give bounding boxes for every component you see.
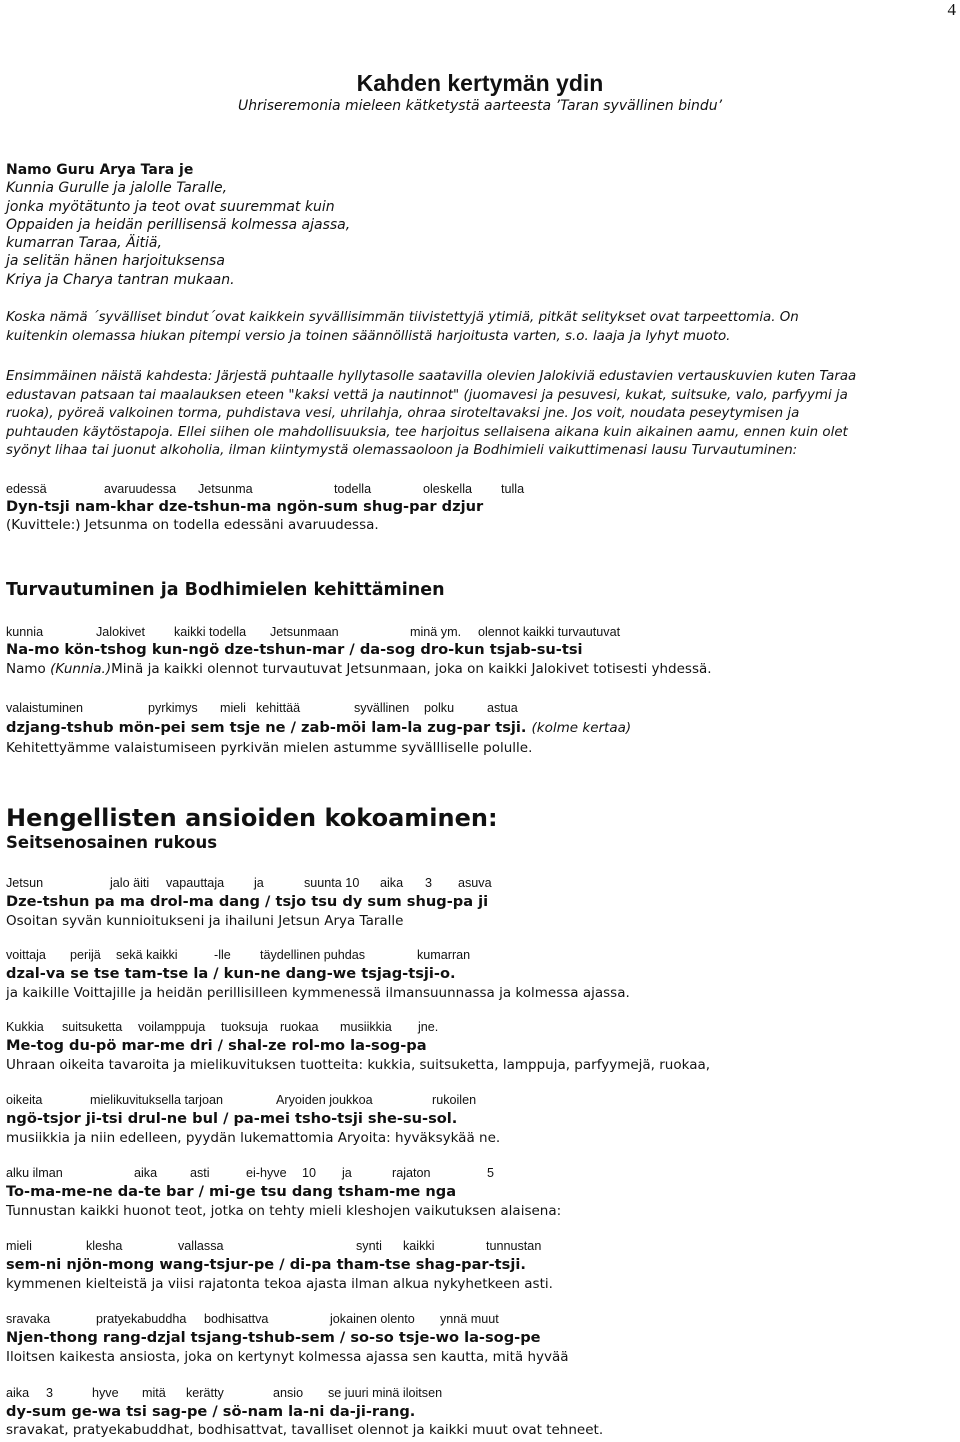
gloss-word: ja	[342, 1166, 352, 1180]
paragraph-line: puhtauden käytöstapoja. Ellei siihen ole mahdollisuuksia, tee harjoitus sellaisena aikana kuin aikainen aamu, ennen kuin olet	[6, 424, 848, 440]
paragraph-line: edustavan patsaan tai maalauksen eteen "kaksi vettä ja nautinnot" (juomavesi ja pesuvesi, kukat, suitsuke, valo, parfyymi ja	[6, 387, 848, 403]
gloss-word: -lle	[214, 948, 231, 962]
gloss-word: syvällinen	[354, 701, 410, 715]
gloss-word: tunnustan	[486, 1239, 542, 1253]
gloss-word: astua	[487, 701, 518, 715]
gloss-word: tuoksuja	[221, 1020, 268, 1034]
document-subtitle: Uhriseremonia mieleen kätketystä aarteesta ’Taran syvällinen bindu’	[237, 98, 723, 114]
gloss-word: tulla	[501, 482, 525, 496]
gloss-word: todella	[334, 482, 372, 496]
gloss-word: täydellinen puhdas	[260, 948, 366, 962]
gloss-word: jalo äiti	[110, 876, 150, 890]
gloss-word: synti	[356, 1239, 382, 1253]
tibetan-line: ngö-tsjor ji-tsi drul-ne bul / pa-mei tsho-tsji she-su-sol.	[6, 1110, 458, 1127]
translation-line: Iloitsen kaikesta ansiosta, joka on kertynyt kolmessa ajassa sen kautta, mitä hyvää	[6, 1349, 569, 1365]
gloss-word: Jetsun	[6, 876, 44, 890]
gloss-word: ruokaa	[280, 1020, 319, 1034]
gloss-word: pyrkimys	[148, 701, 198, 715]
invocation-line: kumarran Taraa, Äitiä,	[6, 235, 162, 252]
gloss-word: Jalokivet	[96, 625, 145, 639]
gloss-word: ynnä muut	[440, 1312, 499, 1326]
translation-line: Tunnustan kaikki huonot teot, jotka on tehty mieli kleshojen vaikutuksen alaisena:	[6, 1203, 562, 1219]
gloss-word: 3	[46, 1386, 54, 1400]
gloss-word: hyve	[92, 1386, 119, 1400]
tibetan-line: sem-ni njön-mong wang-tsjur-pe / di-pa tham-tse shag-par-tsji.	[6, 1256, 526, 1273]
gloss-word: oikeita	[6, 1093, 43, 1107]
document-title: Kahden kertymän ydin	[356, 70, 604, 96]
invocation-line: Kunnia Gurulle ja jalolle Taralle,	[6, 180, 228, 197]
instruction-paragraph	[6, 368, 956, 461]
gloss-word: suitsuketta	[62, 1020, 123, 1034]
gloss-word: kunnia	[6, 625, 44, 639]
gloss-word: perijä	[70, 948, 101, 962]
gloss-word: kaikki	[403, 1239, 435, 1253]
section-heading: Hengellisten ansioiden kokoaminen:	[6, 804, 498, 832]
section-heading: Turvautuminen ja Bodhimielen kehittäminen	[6, 580, 445, 600]
gloss-word: jne.	[418, 1020, 439, 1034]
gloss-word: ansio	[273, 1386, 304, 1400]
section-subheading: Seitsenosainen rukous	[6, 833, 218, 852]
gloss-word: klesha	[86, 1239, 123, 1253]
gloss-word: oleskella	[423, 482, 473, 496]
gloss-word: Kukkia	[6, 1020, 44, 1034]
gloss-word: asuva	[458, 876, 492, 890]
tibetan-line: To-ma-me-ne da-te bar / mi-ge tsu dang tsham-me nga	[6, 1183, 457, 1200]
gloss-word: sravaka	[6, 1312, 51, 1326]
gloss-word: Jetsunma	[198, 482, 253, 496]
translation-line: (Kuvittele:) Jetsunma on todella edessäni avaruudessa.	[6, 517, 379, 533]
invocation-line: Kriya ja Charya tantran mukaan.	[6, 271, 235, 288]
gloss-word: kumarran	[417, 948, 471, 962]
translation-line: sravakat, pratyekabuddhat, bodhisattvat, tavalliset olennot ja kaikki muut ovat tehneet.	[6, 1422, 604, 1438]
gloss-word: ei-hyve	[246, 1166, 287, 1180]
gloss-word: Aryoiden joukkoa	[276, 1093, 373, 1107]
paragraph-line: syönyt lihaa tai juonut alkoholia, ilman kiintymystä olemassaoloon ja Bodhimieli vaikuttimenasi lausu Turvautuminen:	[6, 443, 798, 458]
invocation-heading: Namo Guru Arya Tara je	[6, 162, 194, 178]
gloss-word: bodhisattva	[204, 1312, 269, 1326]
gloss-word: aika	[134, 1166, 158, 1180]
paragraph-line: kuitenkin olemassa hiukan pitempi versio ja toinen säännöllistä harjoitusta varten, s.o. laaja ja lyhyt muoto.	[6, 328, 731, 344]
gloss-word: suunta 10	[304, 876, 360, 890]
gloss-word: 10	[302, 1166, 317, 1180]
gloss-word: se juuri minä iloitsen	[328, 1386, 443, 1400]
gloss-word: kehittää	[256, 701, 301, 715]
gloss-word: avaruudessa	[104, 482, 177, 496]
gloss-word: vapauttaja	[166, 876, 225, 890]
paragraph-line: ruoka), pyöreä valkoinen torma, puhdistava vesi, uhrilahja, ohraa siroteltavaksi jne. Jos voit, noudata peseytymisen ja	[6, 406, 800, 421]
tibetan-line: Na-mo kön-tshog kun-ngö dze-tshun-mar / da-sog dro-kun tsjab-su-tsi	[6, 641, 583, 658]
translation-line: ja kaikille Voittajille ja heidän perillisilleen kymmenessä ilmansuunnassa ja kolmessa ajassa.	[6, 985, 630, 1001]
translation-line: Namo (Kunnia.)Minä ja kaikki olennot turvautuvat Jetsunmaan, joka on kaikki Jalokivet totisesti yhdessä.	[6, 661, 712, 677]
gloss-word: olennot kaikki turvautuvat	[478, 625, 621, 639]
gloss-word: kaikki todella	[174, 625, 247, 639]
gloss-word: jokainen olento	[330, 1312, 415, 1326]
gloss-word: pratyekabuddha	[96, 1312, 187, 1326]
gloss-word: aika	[380, 876, 404, 890]
gloss-word: rajaton	[392, 1166, 431, 1180]
translation-line: Osoitan syvän kunnioitukseni ja ihailuni Jetsun Arya Taralle	[6, 913, 404, 929]
tibetan-line: Me-tog du-pö mar-me dri / shal-ze rol-mo la-sog-pa	[6, 1037, 427, 1054]
gloss-word: 3	[425, 876, 433, 890]
gloss-word: musiikkia	[340, 1020, 392, 1034]
invocation-line: ja selitän hänen harjoituksensa	[6, 253, 225, 270]
gloss-word: valaistuminen	[6, 701, 84, 715]
tibetan-line: Dze-tshun pa ma drol-ma dang / tsjo tsu dy sum shug-pa ji	[6, 893, 489, 910]
intro-paragraph	[6, 309, 956, 346]
invocation-line: jonka myötätunto ja teot ovat suuremmat kuin	[6, 198, 335, 215]
gloss-word: sekä kaikki	[116, 948, 178, 962]
tibetan-line: dy-sum ge-wa tsi sag-pe / sö-nam la-ni da-ji-rang.	[6, 1403, 416, 1420]
gloss-word: ja	[254, 876, 264, 890]
gloss-word: minä ym.	[410, 625, 462, 639]
invocation	[6, 161, 350, 289]
gloss-word: 5	[487, 1166, 495, 1180]
gloss-word: aika	[6, 1386, 30, 1400]
gloss-word: mieli	[220, 701, 246, 715]
translation-line: Kehitettyämme valaistumiseen pyrkivän mielen astumme syvällliselle polulle.	[6, 740, 533, 756]
tibetan-line: Njen-thong rang-dzjal tsjang-tshub-sem / so-so tsje-wo la-sog-pe	[6, 1329, 541, 1346]
tibetan-line: dzal-va se tse tam-tse la / kun-ne dang-we tsjag-tsji-o.	[6, 965, 456, 982]
page-number: 4	[947, 0, 956, 19]
repeat-note: (kolme kertaa)	[531, 720, 632, 736]
gloss-word: voittaja	[6, 948, 46, 962]
tibetan-line: dzjang-tshub mön-pei sem tsje ne / zab-möi lam-la zug-par tsji. (kolme kertaa)	[6, 719, 632, 736]
translation-line: musiikkia ja niin edelleen, pyydän lukemattomia Aryoita: hyväksykää ne.	[6, 1130, 501, 1146]
gloss-word: voilamppuja	[138, 1020, 206, 1034]
gloss-word: asti	[190, 1166, 210, 1180]
invocation-line: Oppaiden ja heidän perillisensä kolmessa ajassa,	[6, 216, 351, 233]
gloss-word: polku	[424, 701, 455, 715]
tibetan-line: Dyn-tsji nam-khar dze-tshun-ma ngön-sum shug-par dzjur	[6, 498, 484, 515]
gloss-word: mielikuvituksella tarjoan	[90, 1093, 223, 1107]
paragraph-line: Koska nämä ´syvälliset bindut´ovat kaikkein syvällisimmän tiivistettyjä ytimiä, pitkät selitykset ovat tarpeettomia. On	[6, 310, 799, 325]
gloss-word: mieli	[6, 1239, 32, 1253]
gloss-word: mitä	[142, 1386, 166, 1400]
translation-line: Uhraan oikeita tavaroita ja mielikuvituksen tuotteita: kukkia, suitsuketta, lamppuja, parfyymejä, ruokaa,	[6, 1057, 711, 1073]
translation-line: kymmenen kielteistä ja viisi rajatonta tekoa ajasta ilman alkua nykyhetkeen asti.	[6, 1276, 553, 1292]
gloss-word: rukoilen	[432, 1093, 477, 1107]
gloss-word: vallassa	[178, 1239, 224, 1253]
gloss-word: alku ilman	[6, 1166, 63, 1180]
paragraph-line: Ensimmäinen näistä kahdesta: Järjestä puhtaalle hyllytasolle saatavilla olevien Jalokiviä edustavien vertauskuvien kuten Taraa	[6, 369, 857, 384]
gloss-word: edessä	[6, 482, 47, 496]
gloss-word: Jetsunmaan	[270, 625, 339, 639]
gloss-word: kerätty	[186, 1386, 224, 1400]
